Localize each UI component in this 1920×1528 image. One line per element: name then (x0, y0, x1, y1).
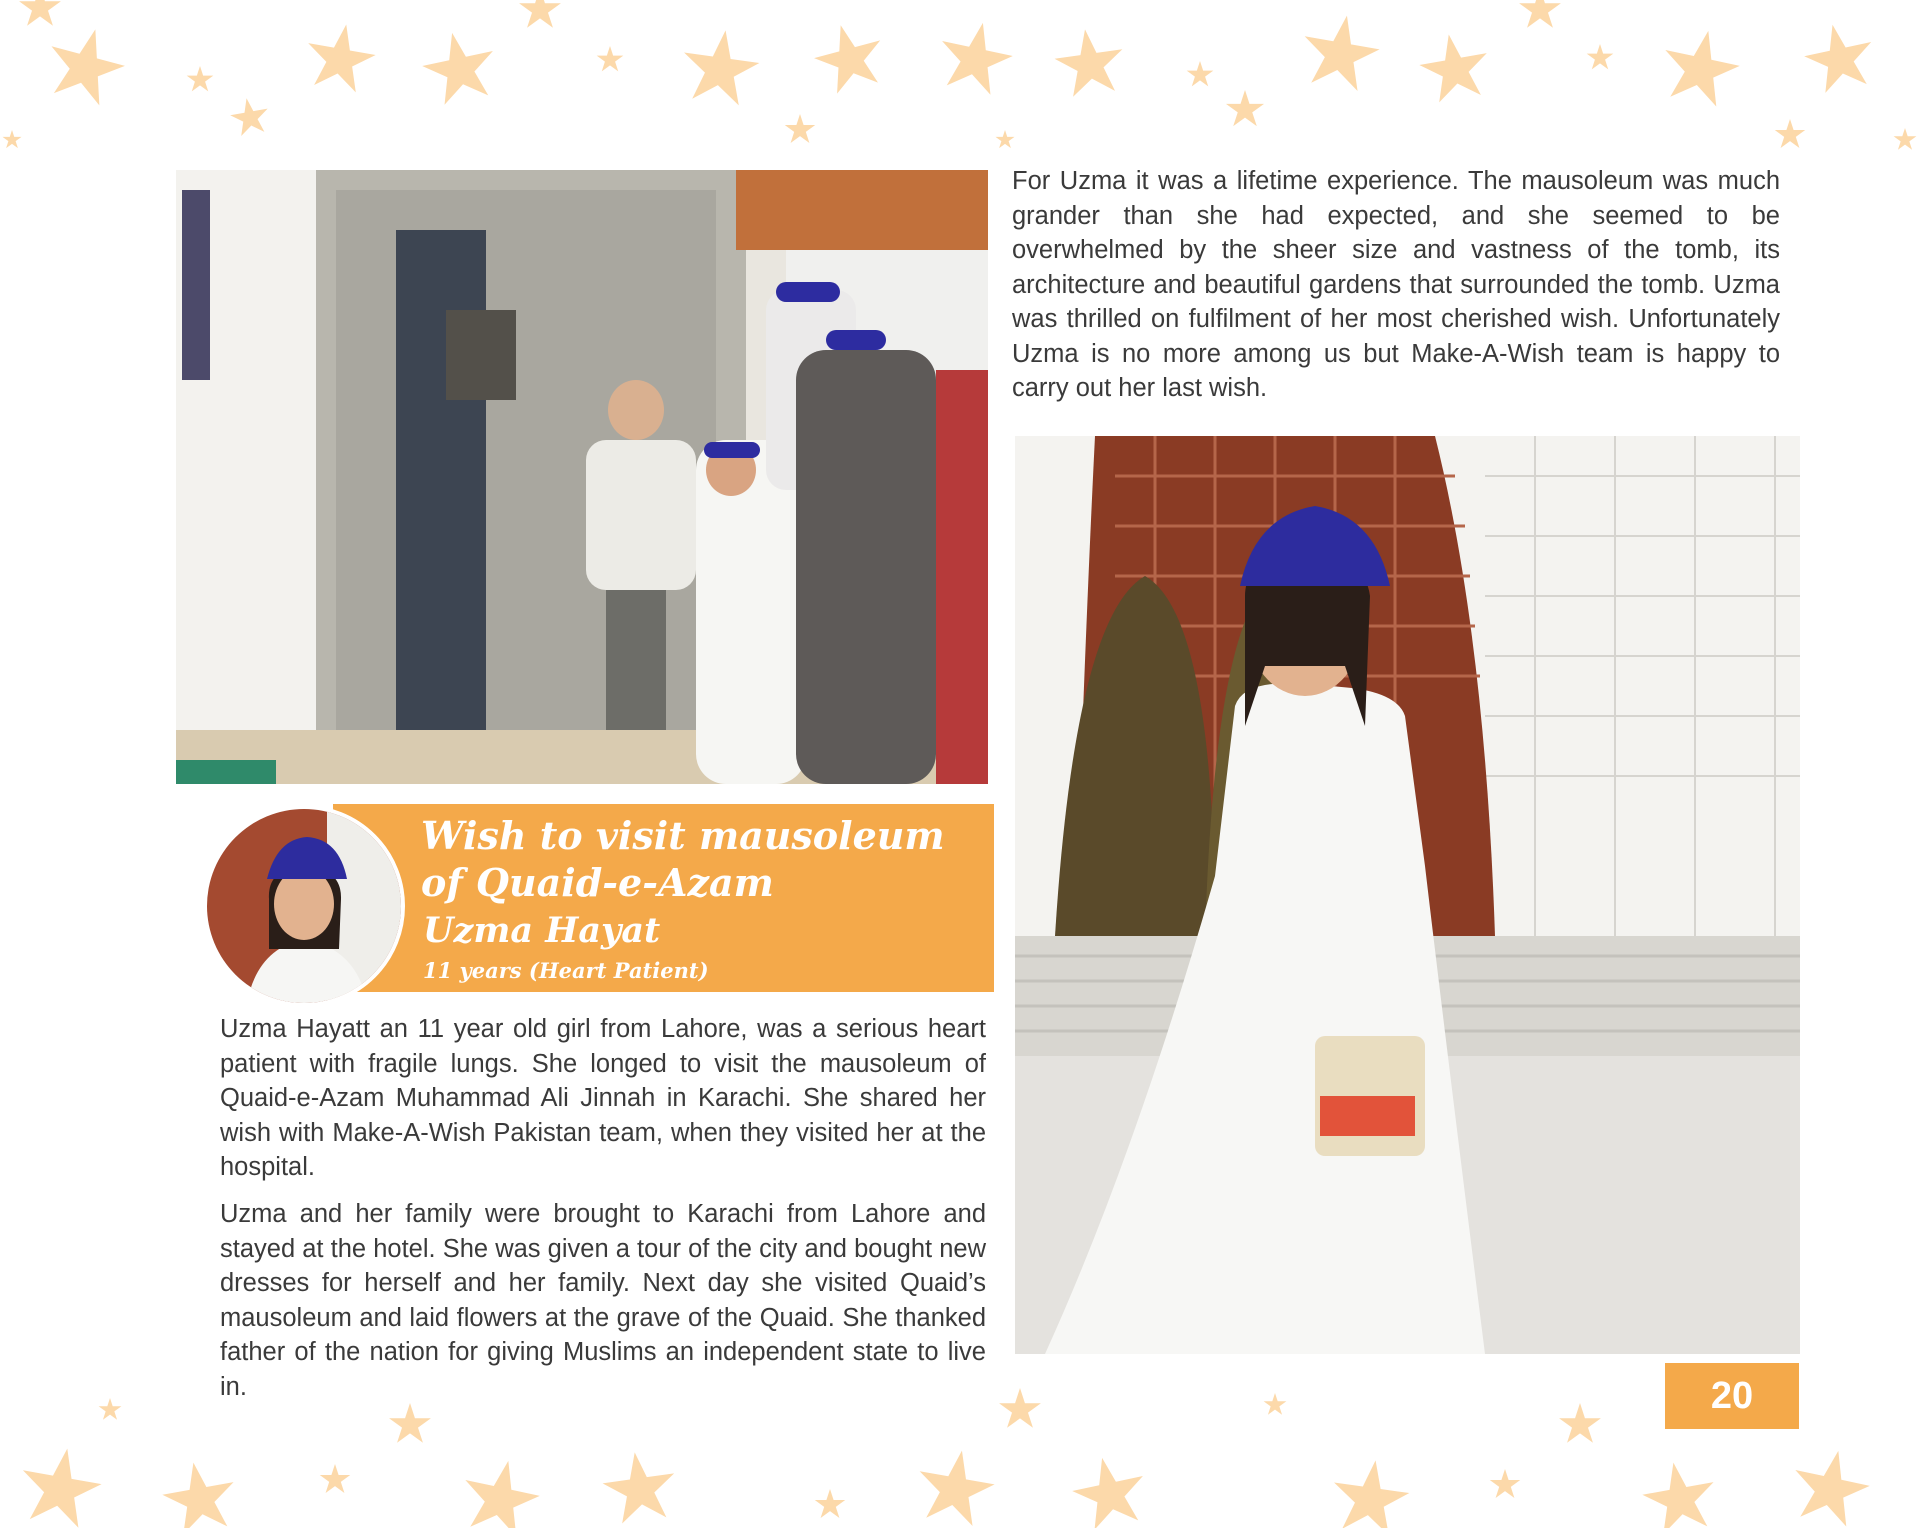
mausoleum-visit-illustration (1015, 436, 1800, 1354)
child-age-condition: 11 years (Heart Patient) (423, 958, 709, 983)
story-paragraph-3: For Uzma it was a lifetime experience. The mausoleum was much grander than she had expected, and she seemed to be overwhelmed by the sheer size and vastness of the tomb, its architecture and beautiful gardens that surrounded the tomb. Uzma was thrilled on fulfilment of her most cherished wish. Unfortunately Uzma is no more among us but Make-A-Wish team is happy to carry out her last wish. (1012, 167, 1780, 402)
museum-visit-photo (176, 170, 988, 784)
child-name: Uzma Hayat (423, 910, 661, 951)
page-number: 20 (1665, 1363, 1799, 1429)
museum-visit-illustration (176, 170, 988, 784)
avatar (203, 805, 405, 1007)
mausoleum-visit-photo (1015, 436, 1800, 1354)
girl-portrait-icon (207, 809, 401, 1003)
title-banner (333, 804, 994, 992)
wish-title: Wish to visit mausoleum of Quaid-e-Azam (421, 813, 945, 905)
story-paragraph-1: Uzma Hayatt an 11 year old girl from Lahore, was a serious heart patient with fragile lungs. She longed to visit the mausoleum of Quaid-e-Azam Muhammad Ali Jinnah in Karachi. She shared her wish with Make-A-Wish Pakistan team, when they visited her at the hospital. (220, 1015, 986, 1181)
story-paragraph-2: Uzma and her family were brought to Karachi from Lahore and stayed at the hotel. She was given a tour of the city and bought new dresses for herself and her family. Next day she visited Quaid’s mausoleum and laid flowers at the grave of the Quaid. She thanked father of the nation for giving Muslims an independent state to live in. (220, 1200, 986, 1401)
